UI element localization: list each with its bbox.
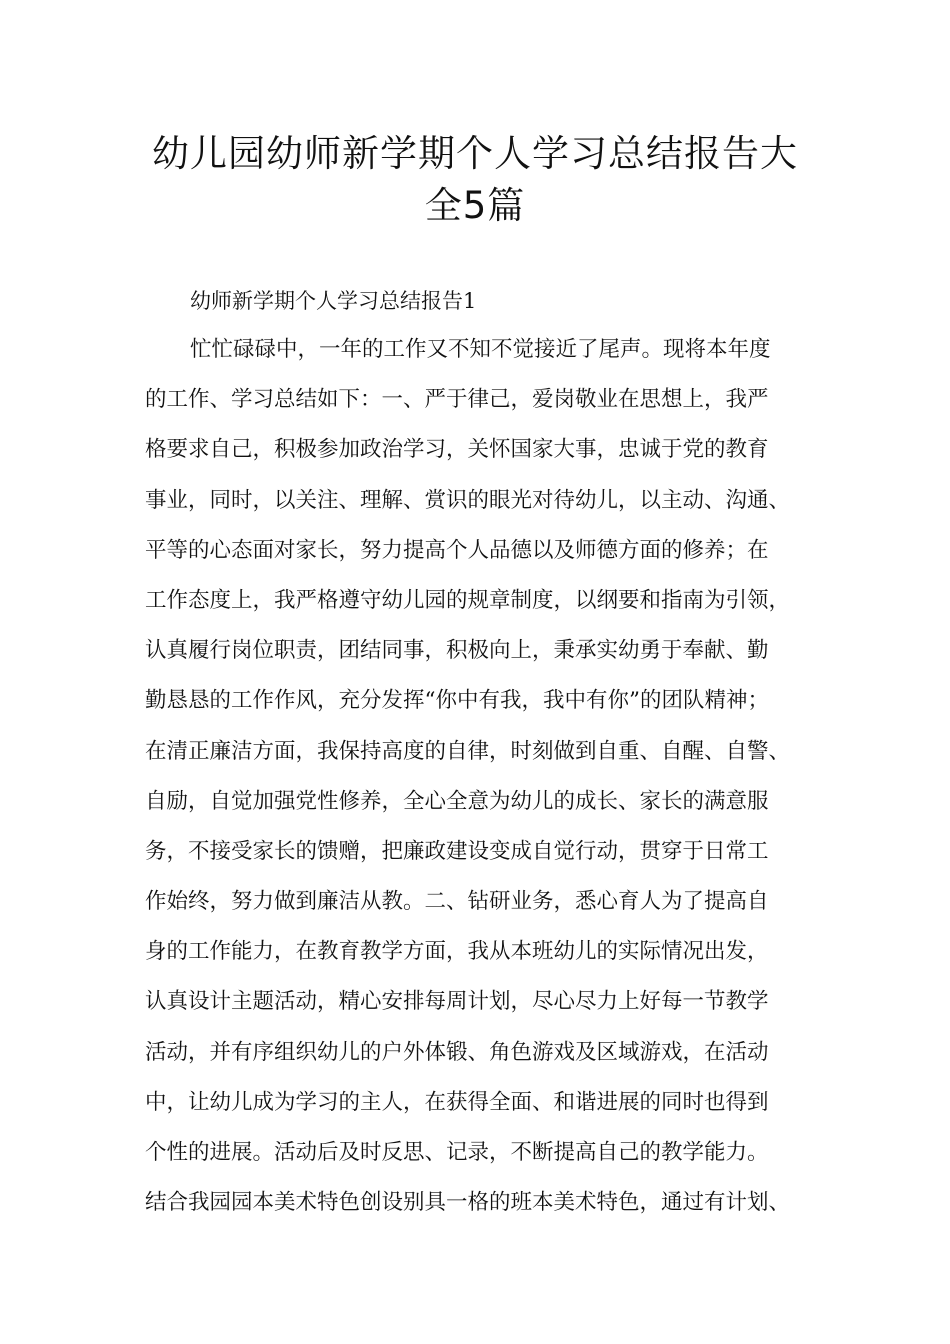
text-line: 自励，自觉加强党性修养，全心全意为幼儿的成长、家长的满意服 bbox=[145, 788, 769, 814]
text-line: 工作态度上，我严格遵守幼儿园的规章制度，以纲要和指南为引领， bbox=[145, 587, 791, 613]
text-line: 事业，同时，以关注、理解、赏识的眼光对待幼儿，以主动、沟通、 bbox=[145, 487, 791, 513]
text-line: 在清正廉洁方面，我保持高度的自律，时刻做到自重、自醒、自警、 bbox=[145, 738, 791, 764]
text-line: 个性的进展。活动后及时反思、记录，不断提高自己的教学能力。 bbox=[145, 1140, 769, 1165]
text-line: 中，让幼儿成为学习的主人，在获得全面、和谐进展的同时也得到 bbox=[145, 1089, 769, 1115]
text-line: 忙忙碌碌中，一年的工作又不知不觉接近了尾声。现将本年度 bbox=[190, 337, 771, 362]
text-line: 活动，并有序组织幼儿的户外体锻、角色游戏及区域游戏，在活动 bbox=[145, 1039, 769, 1065]
text-line: 认真履行岗位职责，团结同事，积极向上，秉承实幼勇于奉献、勤 bbox=[145, 638, 769, 664]
title-line: 全5篇 bbox=[424, 184, 526, 227]
body-paragraph bbox=[145, 335, 835, 1238]
text-line: 结合我园园本美术特色创设别具一格的班本美术特色，通过有计划、 bbox=[145, 1190, 791, 1216]
title-line: 幼儿园幼师新学期个人学习总结报告大 bbox=[152, 132, 798, 175]
text-line: 认真设计主题活动，精心安排每周计划，尽心尽力上好每一节教学 bbox=[145, 989, 769, 1015]
section-heading: 幼师新学期个人学习总结报告1 bbox=[190, 289, 477, 313]
text-line: 身的工作能力，在教育教学方面，我从本班幼儿的实际情况出发， bbox=[145, 939, 769, 965]
text-line: 勤恳恳的工作作风，充分发挥“你中有我，我中有你”的团队精神； bbox=[145, 688, 769, 714]
text-line: 作始终，努力做到廉洁从教。二、钻研业务，悉心育人为了提高自 bbox=[145, 889, 769, 915]
text-line: 的工作、学习总结如下：一、严于律己，爱岗敬业在思想上，我严 bbox=[145, 387, 769, 413]
text-line: 务，不接受家长的馈赠，把廉政建设变成自觉行动，贯穿于日常工 bbox=[145, 838, 769, 864]
text-line: 平等的心态面对家长，努力提高个人品德以及师德方面的修养；在 bbox=[145, 537, 769, 563]
text-line: 格要求自己，积极参加政治学习，关怀国家大事，忠诚于党的教育 bbox=[145, 437, 769, 463]
document-title bbox=[140, 128, 810, 232]
